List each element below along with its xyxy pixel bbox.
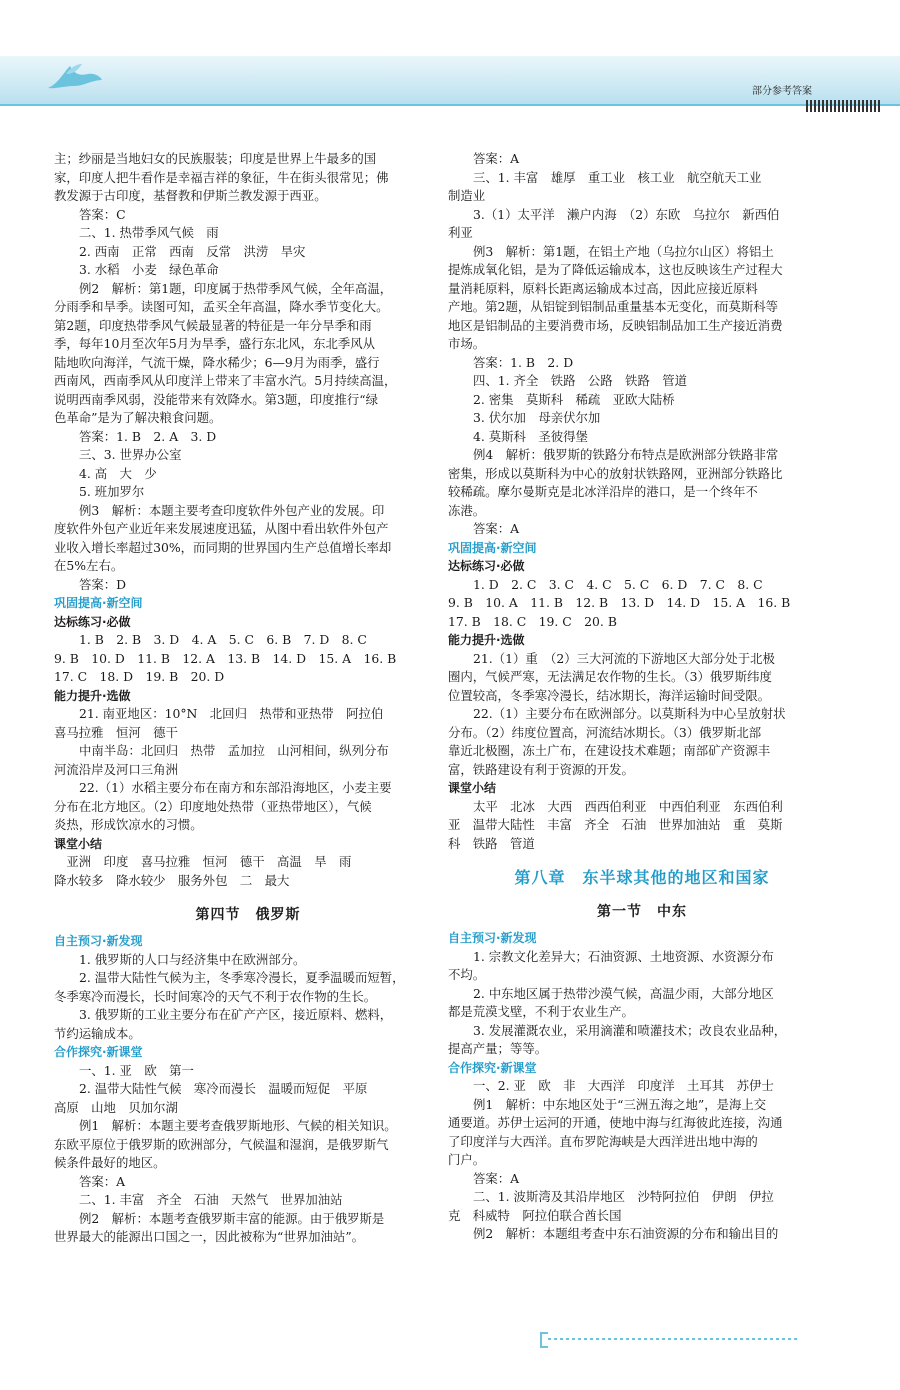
text-line: 说明西南季风弱，没能带来有效降水。第3题，印度推行“绿 [54, 391, 378, 407]
text-line: 季，每年10月至次年5月为旱季，盛行东北风，东北季风从 [54, 336, 376, 351]
text-line: 第2题，印度热带季风气候最显著的特征是一年分旱季和雨 [54, 317, 372, 333]
text-line: 克 科威特 阿拉伯联合酋长国 [448, 1207, 622, 1223]
text-line: 17. C 18. D 19. B 20. D [54, 669, 225, 684]
spacer [448, 853, 836, 861]
text-line: 富，铁路建设有利于资源的开发。 [448, 761, 634, 777]
text-line: 市场。 [448, 336, 486, 351]
text-line-indented: 例1 解析：中东地区处于“三洲五海之地”，是海上交 [473, 1096, 767, 1112]
text-line-indented: 二、1. 丰富 齐全 石油 天然气 世界加油站 [79, 1192, 343, 1207]
text-line: 位置较高，冬季寒冷漫长，结冰期长，海洋运输时间受限。 [448, 687, 771, 703]
text-line: 较稀疏。摩尔曼斯克是北冰洋沿岸的港口，是一个终年不 [448, 484, 758, 499]
header-title: 部分参考答案 [752, 86, 812, 97]
text-line: 分雨季和旱季。读图可知，孟买全年高温，降水季节变化大。 [54, 299, 389, 314]
text-line-indented: 2. 西南 正常 西南 反常 洪涝 旱灾 [79, 243, 306, 259]
subsection-heading: 能力提升·选做 [54, 688, 131, 703]
text-line: 降水较多 降水较少 服务外包 二 最大 [54, 872, 290, 888]
text-line-indented: 答案：A [473, 1170, 520, 1186]
text-line-indented: 2. 温带大陆性气候为主，冬季寒冷漫长，夏季温暖而短暂， [79, 970, 405, 985]
text-line-indented: 2. 密集 莫斯科 稀疏 亚欧大陆桥 [473, 391, 675, 407]
subsection-heading: 课堂小结 [54, 836, 103, 851]
text-line-indented: 3. 伏尔加 母亲伏尔加 [473, 410, 601, 425]
text-line: 主；纱丽是当地妇女的民族服装；印度是世界上牛最多的国 [54, 151, 377, 166]
section-heading: 巩固提高·新空间 [448, 540, 537, 555]
text-line: 度软件外包产业近年来发展速度迅猛，从图中看出软件外包产 [54, 521, 389, 536]
subsection-heading: 达标练习·必做 [54, 614, 131, 629]
text-line-indented: 3. 水稻 小麦 绿色革命 [79, 262, 219, 277]
text-line: 利亚 [448, 225, 473, 240]
text-line: 门户。 [448, 1152, 486, 1167]
text-line-indented: 答案：C [79, 206, 126, 222]
text-line: 喜马拉雅 恒河 德干 [54, 724, 178, 740]
section-heading: 合作探究·新课堂 [54, 1045, 143, 1059]
text-line-indented: 答案：D [79, 576, 127, 592]
text-line: 靠近北极圈，冻土广布，在建设技术难题；南部矿产资源丰 [448, 743, 771, 758]
text-line-indented: 2. 温带大陆性气候 寒冷而漫长 温暖而短促 平原 [79, 1081, 368, 1096]
footer-dotted-line [548, 1338, 798, 1340]
text-line: 候条件最好的地区。 [54, 1155, 166, 1170]
left-column [54, 150, 442, 1247]
text-line-indented: 太平 北冰 大西 西西伯利亚 中西伯利亚 东西伯利 [473, 798, 783, 814]
text-line-indented: 22.（1）主要分布在欧洲部分。以莫斯科为中心呈放射状 [473, 706, 786, 721]
section-heading: 合作探究·新课堂 [448, 1060, 537, 1075]
text-line: 亚 温带大陆性 丰富 齐全 石油 世界加油站 重 莫斯 [448, 817, 783, 832]
text-line-indented: 例1 解析：本题主要考查俄罗斯地形、气候的相关知识。 [79, 1118, 397, 1133]
text-line-indented: 答案：1. B 2. D [473, 354, 574, 370]
text-line: 17. B 18. C 19. C 20. B [448, 613, 617, 629]
text-line: 提高产量；等等。 [448, 1041, 548, 1056]
header-divider [0, 104, 900, 106]
text-line-indented: 答案：1. B 2. A 3. D [79, 428, 217, 444]
text-line-indented: 3. 俄罗斯的工业主要分布在矿产产区，接近原料、燃料， [79, 1007, 393, 1022]
text-line: 分布。（2）纬度位置高，河流结冰期长。（3）俄罗斯北部 [448, 724, 762, 740]
text-line: 教发源于古印度，基督教和伊斯兰教发源于西亚。 [54, 188, 327, 203]
text-line-indented: 例2 解析：本题考查俄罗斯丰富的能源。由于俄罗斯是 [79, 1210, 385, 1226]
text-line: 制造业 [448, 188, 486, 203]
footer-bracket [540, 1332, 548, 1348]
text-line: 产地。第2题，从铝锭到铝制品重量基本无变化，而莫斯科等 [448, 299, 779, 314]
text-line: 不均。 [448, 967, 486, 982]
chapter-title: 第八章 东半球其他的地区和国家 [514, 868, 770, 887]
text-line-indented: 例2 解析：本题组考查中东石油资源的分布和输出目的 [473, 1226, 779, 1241]
text-line: 在5%左右。 [54, 558, 124, 573]
text-line-indented: 例4 解析：俄罗斯的铁路分布特点是欧洲部分铁路非常 [473, 447, 779, 462]
text-line-indented: 例3 解析：本题主要考查印度软件外包产业的发展。印 [79, 502, 385, 518]
text-line-indented: 四、1. 齐全 铁路 公路 铁路 管道 [473, 373, 688, 388]
text-line: 9. B 10. D 11. B 12. A 13. B 14. D 15. A 16. B [54, 650, 397, 666]
text-line-indented: 二、1. 波斯湾及其沿岸地区 沙特阿拉伯 伊朗 伊拉 [473, 1189, 774, 1204]
section-title: 第一节 中东 [597, 904, 687, 920]
text-line-indented: 答案：A [473, 521, 520, 536]
text-line-indented: 答案：A [79, 1173, 126, 1189]
header-band [0, 56, 900, 106]
text-line: 分布在北方地区。（2）印度地处热带（亚热带地区），气候 [54, 798, 372, 814]
text-line-indented: 1. 俄罗斯的人口与经济集中在欧洲部分。 [79, 951, 306, 967]
text-line: 世界最大的能源出口国之一，因此被称为“世界加油站”。 [54, 1229, 365, 1244]
text-line-indented: 一、2. 亚 欧 非 大西洋 印度洋 土耳其 苏伊士 [473, 1078, 774, 1093]
text-line-indented: 4. 莫斯科 圣彼得堡 [473, 428, 588, 444]
text-line: 河流沿岸及河口三角洲 [54, 761, 178, 777]
text-line: 冻港。 [448, 502, 486, 518]
text-line: 亚洲 印度 喜马拉雅 恒河 德干 高温 旱 雨 [54, 854, 352, 869]
text-line: 了印度洋与大西洋。直布罗陀海峡是大西洋进出地中海的 [448, 1133, 758, 1149]
text-line: 陆地吹向海洋，气流干燥，降水稀少；6—9月为雨季，盛行 [54, 354, 380, 370]
text-line-indented: 中南半岛：北回归 热带 孟加拉 山河相间，纵列分布 [79, 743, 389, 758]
text-line: 科 铁路 管道 [448, 835, 535, 851]
text-line: 提炼成氧化铝，是为了降低运输成本，这也反映该生产过程大 [448, 262, 783, 277]
text-line-indented: 21. 南亚地区：10°N 北回归 热带和亚热带 阿拉伯 [79, 706, 384, 721]
text-line-indented: 答案：A [473, 151, 520, 166]
text-line-indented: 例3 解析：第1题，在铝土产地（乌拉尔山区）将铝土 [473, 243, 774, 259]
text-line: 节约运输成本。 [54, 1025, 141, 1041]
text-line-indented: 3.（1）太平洋 濑户内海 （2）东欧 乌拉尔 新西伯 [473, 206, 780, 222]
text-line-indented: 二、1. 热带季风气候 雨 [79, 225, 219, 240]
text-line-indented: 1. 宗教文化差异大；石油资源、土地资源、水资源分布 [473, 948, 774, 964]
subsection-heading: 课堂小结 [448, 781, 497, 795]
text-line: 色革命”是为了解决粮食问题。 [54, 410, 222, 425]
text-line-indented: 5. 班加罗尔 [79, 484, 145, 499]
text-line: 都是荒漠戈壁，不利于农业生产。 [448, 1004, 634, 1019]
bird-logo-icon [44, 58, 104, 94]
text-line-indented: 三、3. 世界办公室 [79, 447, 182, 462]
text-line: 炎热，形成饮凉水的习惯。 [54, 817, 203, 832]
section-title: 第四节 俄罗斯 [195, 907, 301, 923]
text-line-indented: 1. D 2. C 3. C 4. C 5. C 6. D 7. C 8. C [473, 576, 763, 592]
section-heading: 巩固提高·新空间 [54, 596, 143, 610]
text-line-indented: 21.（1）重 （2）三大河流的下游地区大部分处于北极 [473, 650, 775, 666]
text-line-indented: 三、1. 丰富 雄厚 重工业 核工业 航空航天工业 [473, 169, 762, 185]
text-line-indented: 3. 发展灌溉农业，采用滴灌和喷灌技术；改良农业品种， [473, 1022, 787, 1038]
subsection-heading: 能力提升·选做 [448, 633, 525, 647]
section-heading: 自主预习·新发现 [54, 934, 143, 948]
text-line: 9. B 10. A 11. B 12. B 13. D 14. D 15. A 16. B [448, 595, 791, 610]
right-column [448, 150, 836, 1244]
text-line-indented: 一、1. 亚 欧 第一 [79, 1062, 194, 1078]
text-line: 量消耗原料，原料长距离运输成本过高，因此应接近原料 [448, 280, 758, 296]
text-line-indented: 例2 解析：第1题，印度属于热带季风气候，全年高温， [79, 280, 393, 296]
text-line: 业收入增长率超过30%，而同期的世界国内生产总值增长率却 [54, 539, 392, 555]
subsection-heading: 达标练习·必做 [448, 559, 525, 573]
text-line: 冬季寒冷而漫长，长时间寒冷的天气不利于农作物的生长。 [54, 988, 377, 1004]
text-line: 圈内，气候严寒，无法满足农作物的生长。（3）俄罗斯纬度 [448, 669, 772, 684]
text-line: 家，印度人把牛看作是幸福吉祥的象征，牛在街头很常见；佛 [54, 169, 389, 185]
text-line: 通要道。苏伊士运河的开通，使地中海与红海彼此连接，沟通 [448, 1115, 783, 1130]
text-line-indented: 1. B 2. B 3. D 4. A 5. C 6. B 7. D 8. C [79, 632, 367, 647]
text-line-indented: 4. 高 大 少 [79, 465, 157, 481]
text-line: 西南风，西南季风从印度洋上带来了丰富水汽。5月持续高温， [54, 373, 397, 388]
text-line: 东欧平原位于俄罗斯的欧洲部分，气候温和湿润，是俄罗斯气 [54, 1136, 389, 1152]
text-line-indented: 2. 中东地区属于热带沙漠气候，高温少雨，大部分地区 [473, 985, 774, 1001]
header-barcode [806, 100, 880, 112]
text-line: 高原 山地 贝加尔湖 [54, 1099, 178, 1115]
text-line: 地区是铝制品的主要消费市场，反映铝制品加工生产接近消费 [448, 317, 783, 333]
text-line-indented: 22.（1）水稻主要分布在南方和东部沿海地区，小麦主要 [79, 780, 392, 795]
text-line: 密集，形成以莫斯科为中心的放射状铁路网，亚洲部分铁路比 [448, 465, 783, 481]
section-heading: 自主预习·新发现 [448, 931, 537, 945]
spacer [54, 890, 442, 898]
